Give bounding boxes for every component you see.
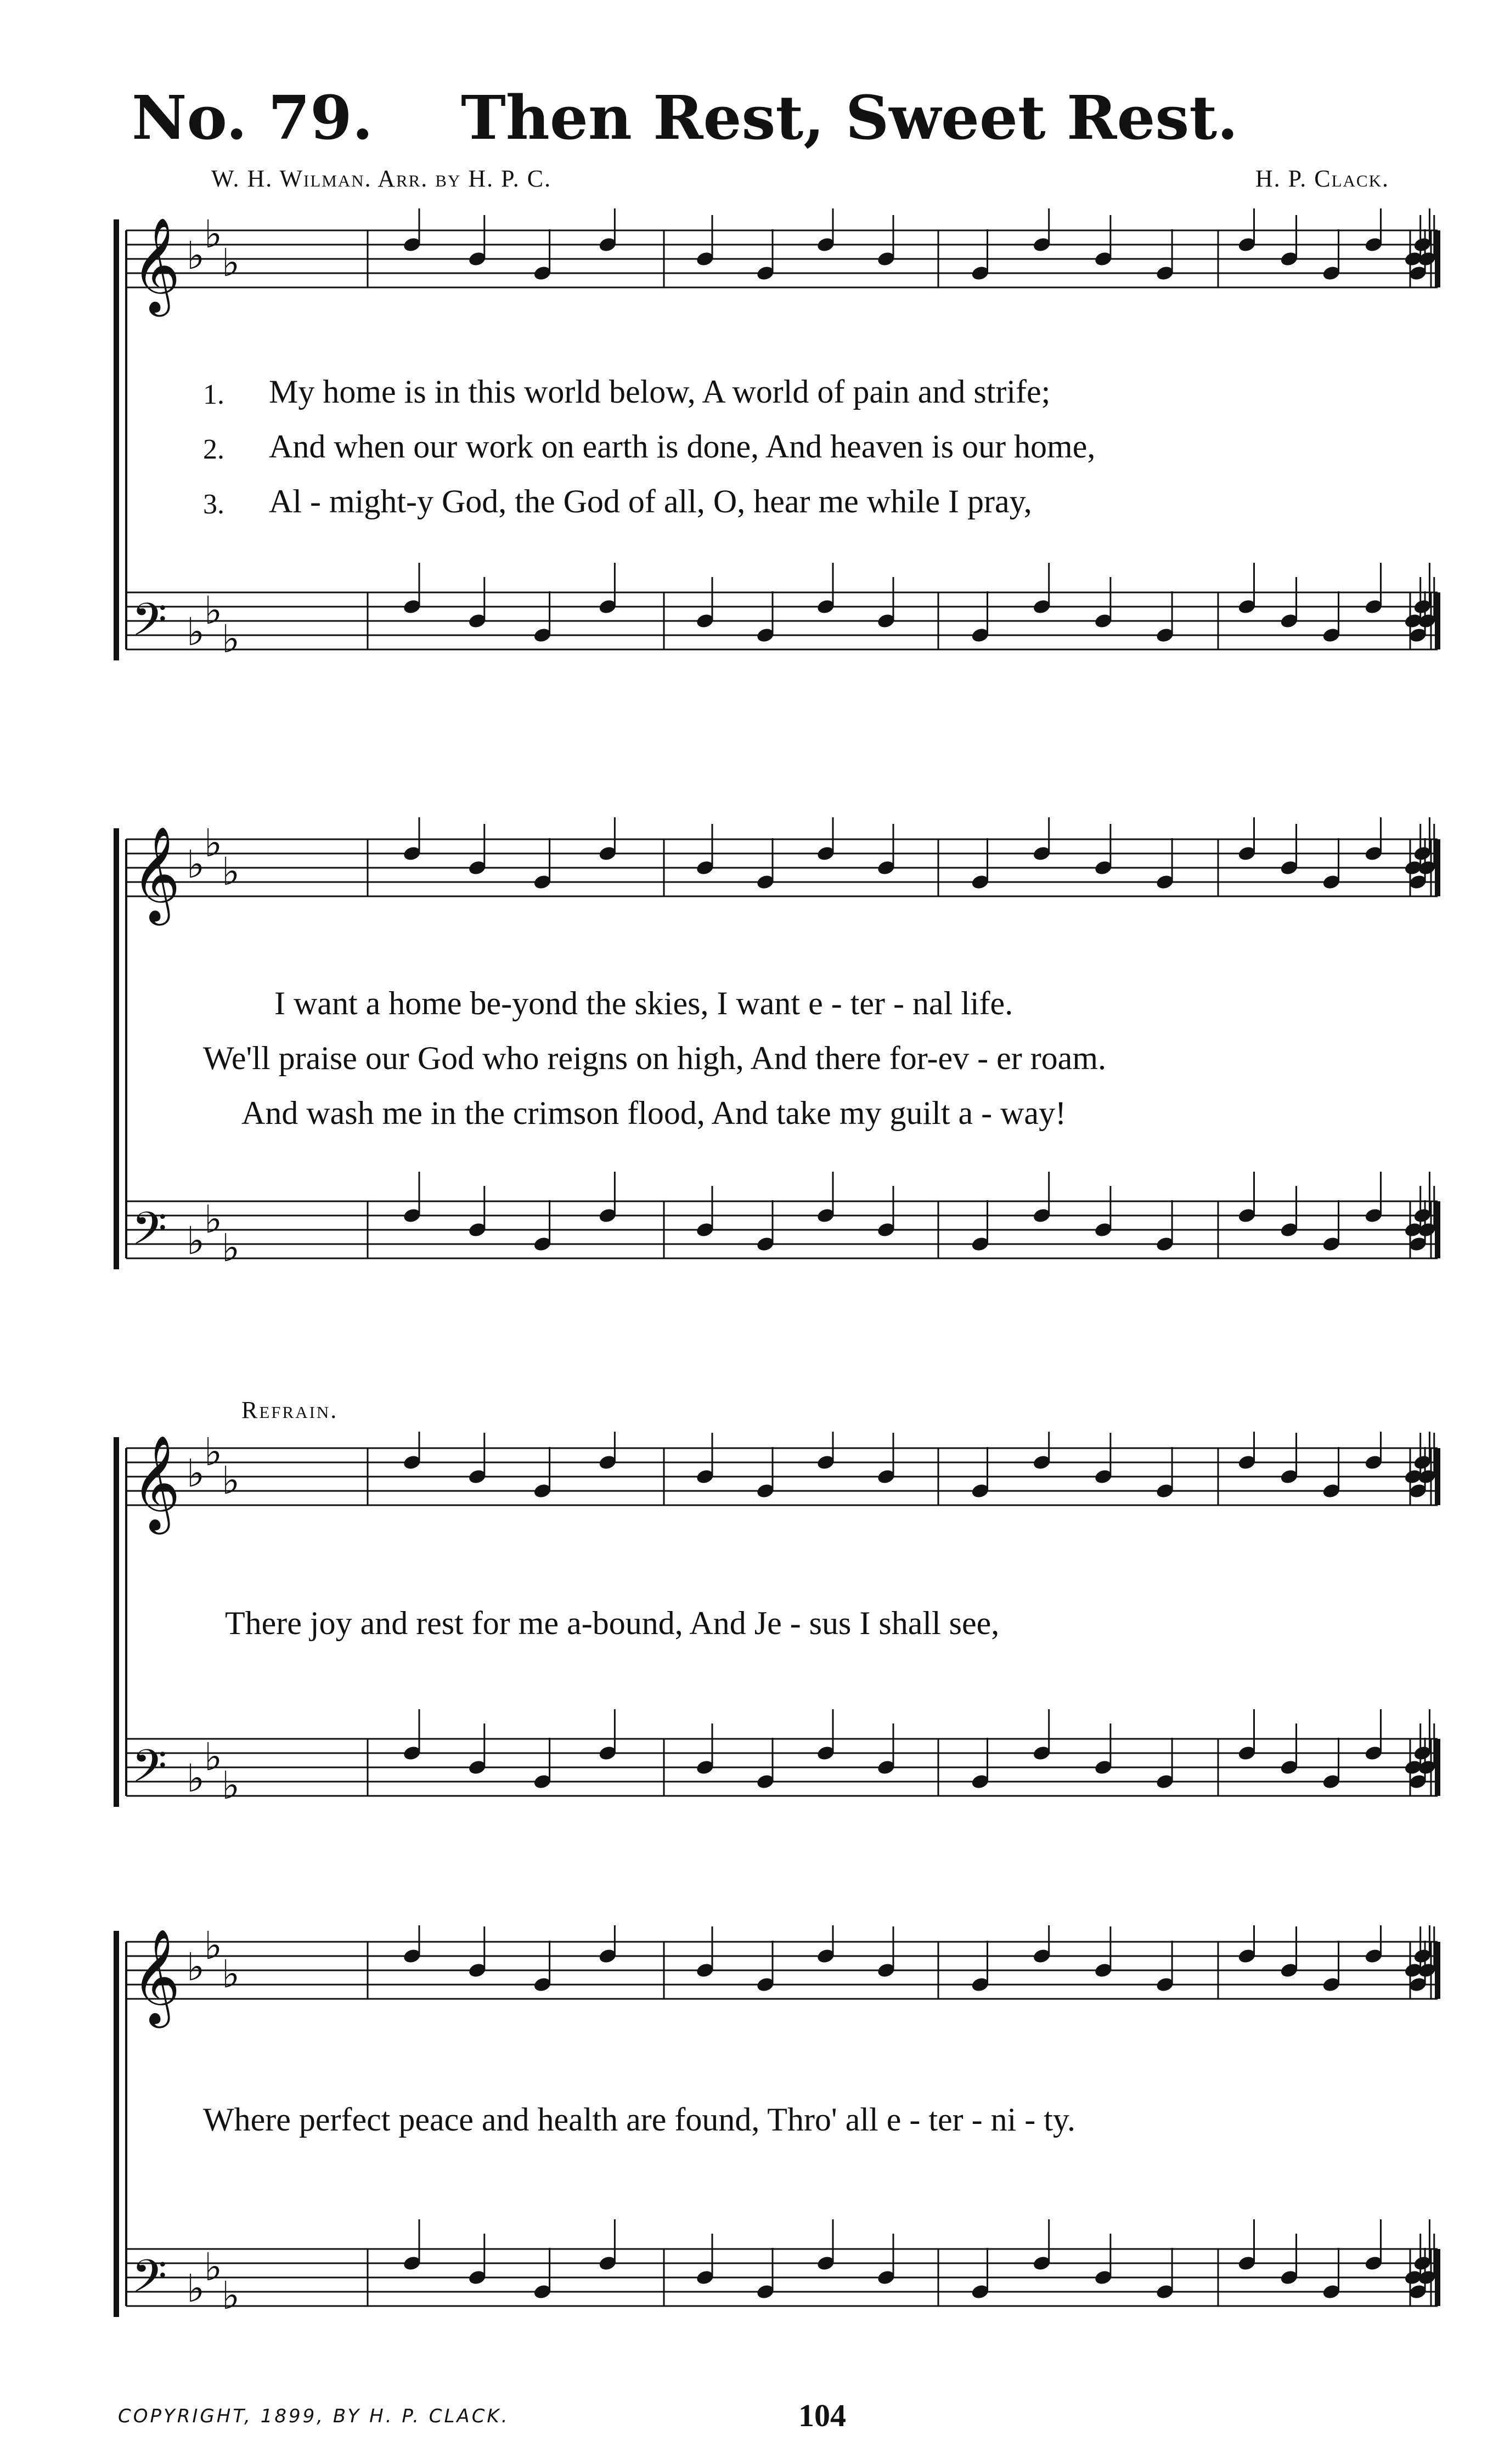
flat-icon: ♭ bbox=[204, 1432, 223, 1474]
flat-icon: ♭ bbox=[204, 212, 223, 257]
treble-clef-icon: 𝄞 bbox=[132, 1929, 181, 2024]
treble-clef-icon: 𝄞 bbox=[132, 826, 181, 922]
treble-staff bbox=[126, 208, 1438, 317]
verse-2-line-2: We'll praise our God who reigns on high, And there for-ev - er roam. bbox=[203, 1040, 1106, 1076]
music-credit: H. P. Clack. bbox=[1255, 165, 1389, 192]
verse-2-line-1: And when our work on earth is done, And heaven is our home, bbox=[269, 428, 1096, 465]
hymn-title: Then Rest, Sweet Rest. bbox=[461, 82, 1238, 153]
flat-icon: ♭ bbox=[222, 849, 240, 894]
flat-icon: ♭ bbox=[204, 2245, 223, 2290]
bass-clef-icon: 𝄢 bbox=[132, 593, 167, 657]
bass-staff bbox=[126, 1172, 1438, 1270]
copyright-notice: COPYRIGHT, 1899, BY H. P. CLACK. bbox=[118, 2405, 510, 2427]
flat-icon: ♭ bbox=[222, 1458, 240, 1503]
flat-icon: ♭ bbox=[222, 1952, 240, 1997]
bass-clef-icon: 𝄢 bbox=[132, 1202, 167, 1266]
treble-staff bbox=[126, 1432, 1438, 1535]
verse-3-line-2: And wash me in the crimson flood, And take my guilt a - way! bbox=[241, 1095, 1067, 1131]
bass-staff bbox=[126, 1709, 1438, 1808]
verse-number: 2. bbox=[203, 434, 224, 465]
page-number: 104 bbox=[798, 2398, 846, 2433]
hymn-heading bbox=[132, 82, 1394, 159]
staff-graphics bbox=[110, 208, 1443, 735]
flat-icon: ♭ bbox=[222, 240, 240, 285]
verse-number: 3. bbox=[203, 489, 224, 520]
bass-clef-icon: 𝄢 bbox=[132, 2250, 167, 2314]
bass-staff bbox=[126, 2219, 1438, 2318]
verse-number: 1. bbox=[203, 379, 224, 410]
verse-3-line-1: Al - might-y God, the God of all, O, hear me while I pray, bbox=[269, 483, 1032, 519]
flat-icon: ♭ bbox=[222, 2273, 240, 2318]
flat-icon: ♭ bbox=[187, 842, 205, 887]
music-system-1 bbox=[110, 208, 1443, 735]
verse-1-line-1: My home is in this world below, A world of pain and strife; bbox=[269, 374, 1051, 410]
flat-icon: ♭ bbox=[204, 821, 223, 866]
flat-icon: ♭ bbox=[187, 609, 205, 654]
flat-icon: ♭ bbox=[204, 1734, 223, 1779]
hymn-number: No. 79. bbox=[132, 82, 373, 153]
treble-clef-icon: 𝄞 bbox=[132, 217, 181, 313]
flat-icon: ♭ bbox=[204, 1925, 223, 1968]
refrain-label: Refrain. bbox=[241, 1397, 339, 1423]
bass-clef-icon: 𝄢 bbox=[132, 1739, 167, 1804]
words-credit: W. H. Wilman. Arr. by H. P. C. bbox=[211, 165, 552, 192]
treble-clef-icon: 𝄞 bbox=[132, 1435, 181, 1530]
bass-staff bbox=[126, 563, 1438, 662]
refrain-line-2: Where perfect peace and health are found, Thro' all e - ter - ni - ty. bbox=[203, 2101, 1075, 2138]
treble-staff bbox=[126, 817, 1438, 926]
flat-icon: ♭ bbox=[222, 617, 240, 662]
flat-icon: ♭ bbox=[222, 1763, 240, 1808]
flat-icon: ♭ bbox=[187, 1945, 205, 1990]
flat-icon: ♭ bbox=[187, 1756, 205, 1801]
flat-icon: ♭ bbox=[187, 1218, 205, 1263]
flat-icon: ♭ bbox=[187, 2266, 205, 2311]
flat-icon: ♭ bbox=[222, 1225, 240, 1270]
refrain-line-1: There joy and rest for me a-bound, And Je - sus I shall see, bbox=[225, 1605, 1000, 1641]
flat-icon: ♭ bbox=[187, 1451, 205, 1496]
treble-staff bbox=[126, 1925, 1438, 2028]
verse-1-line-2: I want a home be-yond the skies, I want e - ter - nal life. bbox=[274, 985, 1013, 1021]
flat-icon: ♭ bbox=[204, 1197, 223, 1242]
flat-icon: ♭ bbox=[187, 233, 205, 278]
flat-icon: ♭ bbox=[204, 588, 223, 633]
